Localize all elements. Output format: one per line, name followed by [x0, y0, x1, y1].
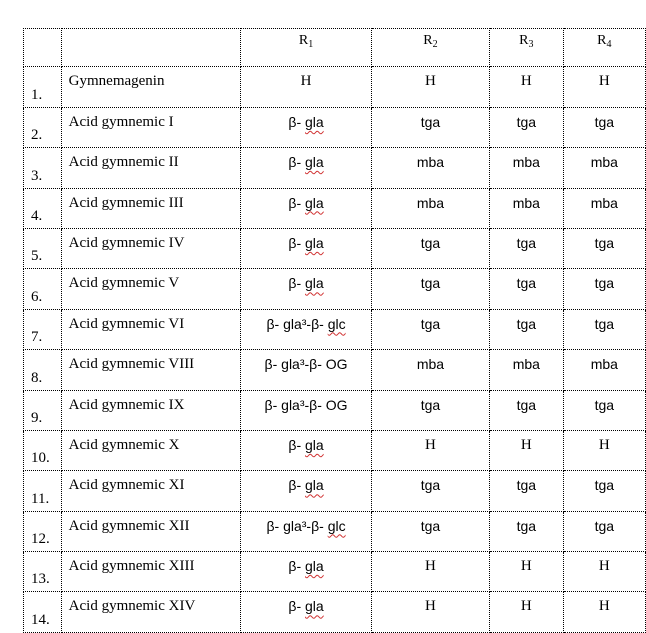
r4-value: mba [590, 154, 618, 171]
r1-cell [241, 471, 372, 511]
header-cell-index [24, 29, 62, 67]
compound-name: Acid gymnemic II [68, 154, 179, 171]
r4-value: tga [594, 113, 615, 130]
r4-cell [563, 188, 645, 228]
row-number: 12. [31, 531, 50, 548]
r1-cell [241, 592, 372, 632]
table-row [24, 390, 646, 430]
r3-cell [490, 511, 564, 551]
r4-value: H [598, 436, 610, 453]
row-number-cell [24, 67, 62, 107]
r3-cell [490, 552, 564, 592]
r3-value: H [520, 558, 532, 575]
r3-value: tga [516, 315, 537, 332]
r1-value: β- [288, 154, 305, 171]
compound-name: Acid gymnemic VI [68, 315, 185, 332]
r1-cell [241, 350, 372, 390]
compound-name: Acid gymnemic I [68, 113, 174, 130]
r2-value: mba [416, 154, 445, 171]
compound-name-cell [61, 552, 241, 592]
table-row [24, 471, 646, 511]
row-number-cell [24, 269, 62, 309]
compound-name: Acid gymnemic VIII [68, 356, 195, 373]
r3-value: tga [516, 517, 537, 534]
r2-cell [371, 67, 489, 107]
r2-cell [371, 390, 489, 430]
row-number: 9. [31, 409, 43, 426]
table-row [24, 309, 646, 349]
row-number-cell [24, 107, 62, 147]
row-number: 1. [31, 86, 43, 103]
r1-value-spellcheck-flagged: gla [305, 113, 324, 130]
r3-value: tga [516, 234, 537, 251]
r3-value: tga [516, 477, 537, 494]
compound-name-cell [61, 471, 241, 511]
row-number: 6. [31, 288, 43, 305]
compound-name: Acid gymnemic V [68, 275, 180, 292]
r4-cell [563, 430, 645, 470]
header-cell-r2: $R_2$ [371, 29, 489, 67]
compound-name-cell [61, 188, 241, 228]
r1-value-spellcheck-flagged: gla [305, 558, 324, 575]
compound-name-cell [61, 390, 241, 430]
r3-value: tga [516, 396, 537, 413]
r4-cell [563, 511, 645, 551]
r4-cell [563, 350, 645, 390]
r2-value: H [425, 436, 436, 453]
r1-value: β- gla³-β- OG [264, 396, 348, 413]
document-page [23, 28, 646, 633]
row-number-cell [24, 552, 62, 592]
r4-cell [563, 390, 645, 430]
row-number-cell [24, 228, 62, 268]
r2-cell [371, 471, 489, 511]
compound-name-cell [61, 148, 241, 188]
r2-cell [371, 148, 489, 188]
compound-name-cell [61, 309, 241, 349]
row-number-cell [24, 148, 62, 188]
r1-cell [241, 228, 372, 268]
r1-value-spellcheck-flagged: glc [327, 517, 346, 534]
compound-name: Acid gymnemic IX [68, 396, 185, 413]
header-row [24, 29, 646, 67]
row-number-cell [24, 430, 62, 470]
r2-value: tga [420, 517, 441, 534]
r2-value: tga [420, 477, 441, 494]
r1-value: β- [288, 113, 305, 130]
r1-value: β- [288, 477, 305, 494]
r1-value: H [300, 73, 312, 90]
r1-cell [241, 552, 372, 592]
compound-name: Acid gymnemic XII [68, 517, 190, 534]
r1-value: β- gla³-β- [266, 517, 328, 534]
row-number: 7. [31, 329, 43, 346]
compound-name-cell [61, 430, 241, 470]
r3-value: H [520, 73, 532, 90]
row-number: 10. [31, 450, 50, 467]
r4-cell [563, 269, 645, 309]
table-row [24, 188, 646, 228]
compound-name: Acid gymnemic XIV [68, 598, 196, 615]
row-number-cell [24, 390, 62, 430]
header-cell-r4: $R_4$ [563, 29, 645, 67]
r1-value: β- [288, 598, 305, 615]
compound-name: Acid gymnemic XI [68, 477, 185, 494]
table-row [24, 67, 646, 107]
compound-name: Acid gymnemic IV [68, 234, 185, 251]
r1-cell [241, 511, 372, 551]
r1-cell [241, 269, 372, 309]
row-number-cell [24, 350, 62, 390]
r4-cell [563, 471, 645, 511]
r1-value-spellcheck-flagged: glc [327, 315, 346, 332]
row-number: 11. [31, 490, 50, 507]
table-row [24, 430, 646, 470]
r1-value: β- [288, 275, 305, 292]
row-number: 2. [31, 127, 43, 144]
r1-cell [241, 107, 372, 147]
r4-cell [563, 67, 645, 107]
r1-value-spellcheck-flagged: gla [305, 275, 324, 292]
row-number-cell [24, 188, 62, 228]
table-row [24, 511, 646, 551]
row-number-cell [24, 471, 62, 511]
compound-name-cell [61, 511, 241, 551]
r3-cell [490, 188, 564, 228]
r4-cell [563, 107, 645, 147]
r1-value: β- [288, 558, 305, 575]
r2-value: mba [416, 356, 445, 373]
r1-value-spellcheck-flagged: gla [305, 436, 324, 453]
r4-value: H [598, 558, 610, 575]
r2-value: tga [420, 234, 441, 251]
r3-cell [490, 430, 564, 470]
r3-cell [490, 107, 564, 147]
row-number: 8. [31, 369, 43, 386]
r2-value: tga [420, 315, 441, 332]
r3-value: tga [516, 113, 537, 130]
compound-name: Acid gymnemic III [68, 194, 184, 211]
compound-name-cell [61, 107, 241, 147]
row-number-cell [24, 592, 62, 632]
r1-cell [241, 188, 372, 228]
r1-value: β- [288, 194, 305, 211]
r2-value: mba [416, 194, 445, 211]
r2-cell [371, 188, 489, 228]
r3-cell [490, 67, 564, 107]
r1-cell [241, 430, 372, 470]
r2-value: tga [420, 113, 441, 130]
row-number-cell [24, 309, 62, 349]
row-number: 5. [31, 248, 43, 265]
compound-name-cell [61, 269, 241, 309]
r1-value-spellcheck-flagged: gla [305, 477, 324, 494]
table-row [24, 148, 646, 188]
r3-cell [490, 228, 564, 268]
compound-name: Acid gymnemic X [68, 436, 180, 453]
table-row [24, 592, 646, 632]
r4-cell [563, 592, 645, 632]
r2-cell [371, 511, 489, 551]
r2-cell [371, 552, 489, 592]
table-row [24, 350, 646, 390]
compound-name: Gymnemagenin [68, 73, 165, 90]
r2-value: H [425, 598, 436, 615]
r2-cell [371, 107, 489, 147]
r4-cell [563, 228, 645, 268]
r3-cell [490, 592, 564, 632]
compound-name-cell [61, 67, 241, 107]
header-cell-r3: $R_3$ [490, 29, 564, 67]
r4-value: H [598, 598, 610, 615]
r1-value: β- gla³-β- [266, 315, 328, 332]
r3-value: tga [516, 275, 537, 292]
r3-cell [490, 471, 564, 511]
r4-cell [563, 309, 645, 349]
r1-cell [241, 148, 372, 188]
r1-value-spellcheck-flagged: gla [305, 234, 324, 251]
r3-cell [490, 309, 564, 349]
r4-value: tga [594, 517, 615, 534]
gymnemic-acids-table [23, 28, 646, 633]
r3-cell [490, 269, 564, 309]
r3-cell [490, 148, 564, 188]
r3-value: mba [512, 356, 540, 373]
r3-value: H [520, 598, 532, 615]
header-cell-r1: $R_1$ [241, 29, 372, 67]
compound-name-cell [61, 592, 241, 632]
r4-cell [563, 148, 645, 188]
r1-value: β- gla³-β- OG [264, 356, 348, 373]
r2-cell [371, 592, 489, 632]
row-number-cell [24, 511, 62, 551]
r3-cell [490, 390, 564, 430]
r3-value: mba [512, 194, 540, 211]
r4-value: tga [594, 275, 615, 292]
r4-value: H [598, 73, 610, 90]
table-row [24, 552, 646, 592]
r1-value-spellcheck-flagged: gla [305, 194, 324, 211]
r4-value: tga [594, 234, 615, 251]
r2-value: tga [420, 275, 441, 292]
row-number: 3. [31, 167, 43, 184]
r2-cell [371, 350, 489, 390]
r3-cell [490, 350, 564, 390]
r2-cell [371, 269, 489, 309]
r3-value: mba [512, 154, 540, 171]
table-body [24, 67, 646, 632]
r2-cell [371, 430, 489, 470]
header-cell-compound [61, 29, 241, 67]
r1-value-spellcheck-flagged: gla [305, 154, 324, 171]
row-number: 14. [31, 611, 50, 628]
r4-value: mba [590, 194, 618, 211]
table-row [24, 107, 646, 147]
row-number: 4. [31, 207, 43, 224]
r1-value: β- [288, 234, 305, 251]
compound-name-cell [61, 350, 241, 390]
compound-name-cell [61, 228, 241, 268]
r4-cell [563, 552, 645, 592]
r1-value-spellcheck-flagged: gla [305, 598, 324, 615]
r4-value: tga [594, 477, 615, 494]
r2-value: H [425, 73, 436, 90]
r4-value: tga [594, 315, 615, 332]
r3-value: H [520, 436, 532, 453]
compound-name: Acid gymnemic XIII [68, 558, 195, 575]
r4-value: mba [590, 356, 618, 373]
r2-value: H [425, 558, 436, 575]
r1-cell [241, 390, 372, 430]
r2-value: tga [420, 396, 441, 413]
r2-cell [371, 228, 489, 268]
table-row [24, 228, 646, 268]
r1-cell [241, 67, 372, 107]
r1-cell [241, 309, 372, 349]
r4-value: tga [594, 396, 615, 413]
r1-value: β- [288, 436, 305, 453]
table-row [24, 269, 646, 309]
r2-cell [371, 309, 489, 349]
row-number: 13. [31, 571, 50, 588]
